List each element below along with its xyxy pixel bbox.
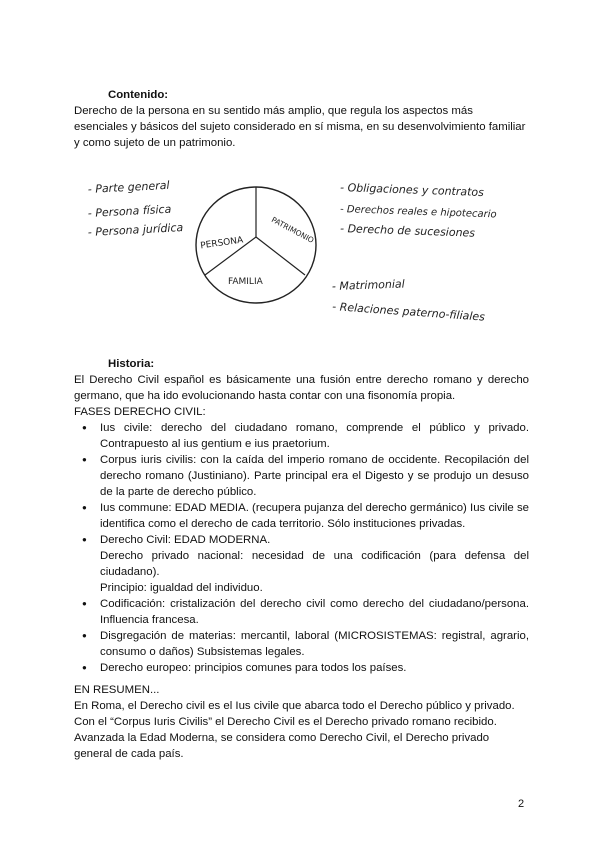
- list-item-text: ● Derecho Civil: EDAD MODERNA.: [100, 534, 271, 546]
- resumen-heading: EN RESUMEN...: [74, 684, 160, 696]
- list-item-text: Principio: igualdad del individuo.: [100, 582, 263, 594]
- resumen-line: Con el “Corpus Iuris Civilis” el Derecho Civil es el Derecho privado romano recibido.: [74, 716, 497, 728]
- fases-label: FASES DERECHO CIVIL:: [74, 406, 206, 418]
- bottom-item-relaciones: - Relaciones paterno-filiales: [331, 300, 486, 324]
- page-number: 2: [518, 798, 525, 810]
- list-item-text: ● Ius civile: derecho del ciudadano romano, comprende el público y privado. Contrapuesto al ius gentium e ius praetorium.: [100, 422, 529, 450]
- right-item-derechos-reales: - Derechos reales e hipotecario: [339, 204, 497, 221]
- historia-intro: El Derecho Civil español es básicamente una fusión entre derecho romano y derecho germano, que ha ido evolucionando hasta contar con una fisonomía propia.: [74, 374, 529, 402]
- segment-persona: PERSONA: [199, 235, 244, 252]
- list-item-text: ● Disgregación de materias: mercantil, laboral (MICROSISTEMAS: registral, agrario, consumo o daños) Subsistemas legales.: [100, 630, 529, 658]
- segment-familia: FAMILIA: [228, 277, 263, 287]
- list-item-text: ● Corpus iuris civilis: con la caída del imperio romano de occidente. Recopilación del derecho romano (Justiniano). Parte principal era el Digesto y se produjo un desuso de la parte de derecho público.: [100, 454, 529, 498]
- list-item: [82, 596, 529, 628]
- left-item-parte-general: - Parte general: [87, 178, 170, 196]
- fases-list: [74, 420, 529, 676]
- resumen-text: [74, 698, 529, 762]
- bottom-item-matrimonial: - Matrimonial: [331, 277, 405, 293]
- right-item-obligaciones: - Obligaciones y contratos: [339, 181, 485, 200]
- list-item: [82, 452, 529, 500]
- list-item: [82, 628, 529, 660]
- list-item: [82, 500, 529, 532]
- list-item-text: ● Codificación: cristalización del derecho civil como derecho del ciudadano/persona. Influencia francesa.: [100, 598, 529, 626]
- list-item: [82, 532, 529, 596]
- left-item-persona-juridica: - Persona jurídica: [87, 221, 184, 239]
- list-item-text: ● Ius commune: EDAD MEDIA. (recupera pujanza del derecho germánico) Ius civile se identifica como el derecho de cada territorio. Sólo instituciones privadas.: [100, 502, 529, 530]
- historia-heading: Historia:: [108, 358, 155, 370]
- derecho-civil-diagram: [0, 175, 600, 345]
- contenido-text: Derecho de la persona en su sentido más amplio, que regula los aspectos más esenciales y básicos del sujeto considerado en sí misma, en su desenvolvimiento familiar y como sujeto de un patrimonio.: [74, 105, 526, 149]
- list-item: [82, 420, 529, 452]
- list-item: [82, 660, 529, 676]
- divider-right: [256, 237, 305, 275]
- resumen-line: En Roma, el Derecho civil es el Ius civile que abarca todo el Derecho público y privado.: [74, 700, 515, 712]
- list-item-text: ● Derecho europeo: principios comunes para todos los países.: [100, 662, 407, 674]
- resumen-line: Avanzada la Edad Moderna, se considera como Derecho Civil, el Derecho privado general de cada país.: [74, 732, 490, 760]
- list-item-text: Derecho privado nacional: necesidad de una codificación (para defensa del ciudadano).: [100, 550, 529, 578]
- contenido-heading: Contenido:: [108, 89, 169, 101]
- segment-patrimonio: PATRIMONIO: [269, 215, 316, 245]
- right-item-sucesiones: - Derecho de sucesiones: [339, 222, 476, 240]
- left-item-persona-fisica: - Persona física: [87, 202, 172, 220]
